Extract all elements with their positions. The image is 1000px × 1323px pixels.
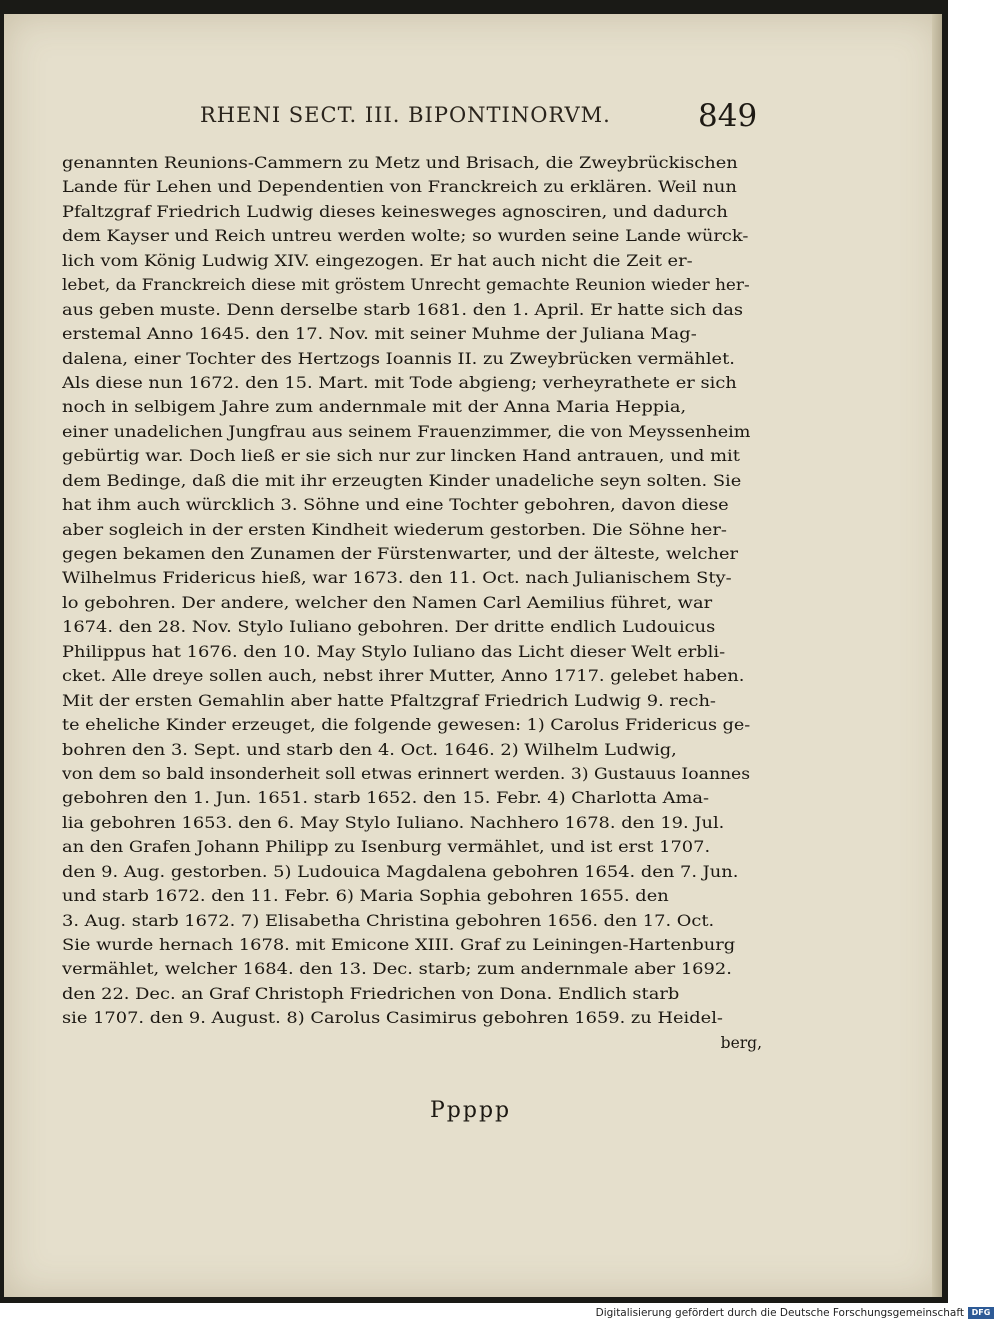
text-line: 1674. den 28. Nov. Stylo Iuliano gebohren. Der dritte endlich Ludouicus — [62, 618, 716, 637]
text-line: gebohren den 1. Jun. 1651. starb 1652. den 15. Febr. 4) Charlotta Ama- — [62, 789, 710, 808]
text-line: aber sogleich in der ersten Kindheit wiederum gestorben. Die Söhne her- — [62, 520, 727, 539]
text-line: Philippus hat 1676. den 10. May Stylo Iuliano das Licht dieser Welt erbli- — [62, 642, 726, 661]
text-line: sie 1707. den 9. August. 8) Carolus Casimirus gebohren 1659. zu Heidel- — [62, 1009, 723, 1028]
text-line: Pfaltzgraf Friedrich Ludwig dieses keinesweges agnosciren, und dadurch — [62, 202, 728, 221]
text-line: einer unadelichen Jungfrau aus seinem Frauenzimmer, die von Meyssenheim — [62, 422, 751, 441]
dfg-logo: DFG — [968, 1307, 994, 1319]
text-line: von dem so bald insonderheit soll etwas erinnert werden. 3) Gustauus Ioannes — [62, 764, 751, 783]
page-number: 849 — [698, 98, 758, 134]
text-line: bohren den 3. Sept. und starb den 4. Oct. 1646. 2) Wilhelm Ludwig, — [62, 740, 677, 759]
text-line: noch in selbigem Jahre zum andernmale mit der Anna Maria Heppia, — [62, 398, 687, 417]
text-line: te eheliche Kinder erzeuget, die folgende gewesen: 1) Carolus Fridericus ge- — [62, 716, 751, 735]
text-line: an den Grafen Johann Philipp zu Isenburg vermählet, und ist erst 1707. — [62, 838, 711, 857]
text-line: dem Bedinge, daß die mit ihr erzeugten Kinder unadeliche seyn solten. Sie — [62, 471, 742, 490]
text-line: Mit der ersten Gemahlin aber hatte Pfaltzgraf Friedrich Ludwig 9. rech- — [62, 691, 716, 710]
text-line: lo gebohren. Der andere, welcher den Namen Carl Aemilius führet, war — [62, 593, 713, 612]
text-line: Sie wurde hernach 1678. mit Emicone XIII. Graf zu Leiningen-Hartenburg — [62, 936, 736, 954]
body-text — [62, 151, 762, 1055]
text-line: aus geben muste. Denn derselbe starb 1681. den 1. April. Er hatte sich das — [62, 300, 744, 319]
catchword: Ppppp — [430, 1098, 512, 1123]
text-line: lich vom König Ludwig XIV. eingezogen. Er hat auch nicht die Zeit er- — [62, 251, 693, 270]
text-line: cket. Alle dreye sollen auch, nebst ihrer Mutter, Anno 1717. gelebet haben. — [62, 667, 745, 686]
text-line: gegen bekamen den Zunamen der Fürstenwarter, und der älteste, welcher — [62, 545, 739, 563]
footer-bar — [0, 1303, 1000, 1323]
text-line: Lande für Lehen und Dependentien von Franckreich zu erklären. Weil nun — [62, 178, 737, 197]
text-line: den 9. Aug. gestorben. 5) Ludouica Magdalena gebohren 1654. den 7. Jun. — [62, 862, 739, 881]
text-line: dalena, einer Tochter des Hertzogs Ioannis II. zu Zweybrücken vermählet. — [62, 349, 735, 368]
running-head: RHENI SECT. III. BIPONTINORVM. — [200, 103, 611, 127]
text-line: Als diese nun 1672. den 15. Mart. mit Tode abgieng; verheyrathete er sich — [62, 373, 737, 392]
text-line: lebet, da Franckreich diese mit gröstem Unrecht gemachte Reunion wieder her- — [62, 276, 750, 295]
funding-credit: Digitalisierung gefördert durch die Deutsche Forschungsgemeinschaft — [595, 1307, 964, 1319]
text-line: berg, — [720, 1033, 762, 1052]
text-line: genannten Reunions-Cammern zu Metz und Brisach, die Zweybrückischen — [62, 154, 738, 172]
text-line: hat ihm auch würcklich 3. Söhne und eine Tochter gebohren, davon diese — [62, 496, 729, 515]
page-edge — [932, 14, 942, 1297]
text-line: und starb 1672. den 11. Febr. 6) Maria Sophia gebohren 1655. den — [62, 887, 669, 906]
text-line: lia gebohren 1653. den 6. May Stylo Iuliano. Nachhero 1678. den 19. Jul. — [62, 813, 725, 832]
text-line: 3. Aug. starb 1672. 7) Elisabetha Christina gebohren 1656. den 17. Oct. — [62, 911, 715, 930]
text-line: gebürtig war. Doch ließ er sie sich nur zur lincken Hand antrauen, und mit — [62, 447, 740, 466]
text-line: Wilhelmus Fridericus hieß, war 1673. den 11. Oct. nach Julianischem Sty- — [62, 569, 732, 588]
text-line: vermählet, welcher 1684. den 13. Dec. starb; zum andernmale aber 1692. — [62, 960, 732, 979]
text-line: erstemal Anno 1645. den 17. Nov. mit seiner Muhme der Juliana Mag- — [62, 325, 697, 344]
text-line: den 22. Dec. an Graf Christoph Friedrichen von Dona. Endlich starb — [62, 984, 680, 1003]
text-line: dem Kayser und Reich untreu werden wolte; so wurden seine Lande würck- — [62, 227, 749, 246]
